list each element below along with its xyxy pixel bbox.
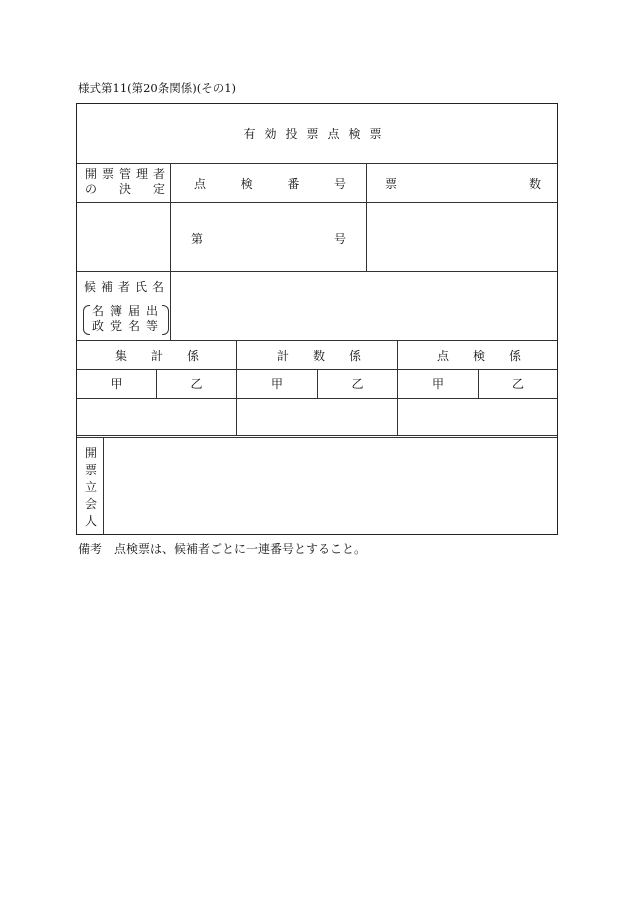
tally-otsu: 乙 xyxy=(190,377,203,391)
party-label-bracket xyxy=(83,304,169,338)
label-char: 開 xyxy=(84,446,97,460)
rule-line xyxy=(77,163,557,164)
label-char: 党 xyxy=(109,319,122,333)
label-char: 簿 xyxy=(109,304,122,318)
count-header xyxy=(277,347,361,364)
label-char: 者 xyxy=(117,280,130,294)
rule-line xyxy=(77,271,557,272)
label-char: 候 xyxy=(84,280,97,294)
label-char: 検 xyxy=(472,349,485,363)
label-char: 決 xyxy=(118,182,131,196)
label-char: 票 xyxy=(101,167,114,181)
rule-line xyxy=(77,398,557,399)
label-char: 定 xyxy=(152,182,165,196)
label-char: 票 xyxy=(385,177,398,191)
label-char: 集 xyxy=(115,349,128,363)
count-otsu: 乙 xyxy=(351,377,364,391)
label-char: 補 xyxy=(100,280,113,294)
label-char: 出 xyxy=(145,304,158,318)
label-char: 計 xyxy=(277,349,290,363)
party-label-line1 xyxy=(92,304,158,319)
label-char: 数 xyxy=(528,177,541,191)
inspection-ko: 甲 xyxy=(431,377,444,391)
form-title: 有効投票点検票 xyxy=(243,127,391,141)
label-char: 管 xyxy=(118,167,131,181)
left-bracket xyxy=(83,305,90,335)
rule-line xyxy=(77,435,557,436)
inspection-header xyxy=(437,347,521,364)
candidate-name-label xyxy=(84,278,164,295)
form-number: 様式第11(第20条関係)(その1) xyxy=(78,81,237,95)
label-char: 名 xyxy=(151,280,164,294)
vote-count-header xyxy=(385,175,541,192)
check-number-header xyxy=(194,175,346,192)
label-char: 点 xyxy=(194,177,207,191)
label-char: 検 xyxy=(240,177,253,191)
label-char: 名 xyxy=(127,319,140,333)
label-char: 計 xyxy=(150,349,163,363)
label-char: の xyxy=(85,182,98,196)
label-char: 号 xyxy=(333,177,346,191)
label-char: 点 xyxy=(437,349,450,363)
witness-label xyxy=(81,445,101,530)
number-field xyxy=(191,230,346,247)
manager-decision-line1 xyxy=(85,167,165,182)
label-char: 名 xyxy=(92,304,105,318)
label-char: 届 xyxy=(127,304,140,318)
rule-line xyxy=(77,340,557,341)
label-char: 係 xyxy=(508,349,521,363)
label-char: 人 xyxy=(84,514,97,528)
manager-decision-line2 xyxy=(85,182,165,197)
rule-line xyxy=(77,437,557,438)
label-char: 氏 xyxy=(134,280,147,294)
rule-line xyxy=(170,163,171,340)
rule-line xyxy=(77,202,557,203)
label-char: 開 xyxy=(85,167,98,181)
label-char: 数 xyxy=(312,349,325,363)
valid-vote-inspection-form xyxy=(76,103,558,535)
tally-ko: 甲 xyxy=(110,377,123,391)
rule-line xyxy=(103,437,104,534)
label-char: 政 xyxy=(92,319,105,333)
label-char: 等 xyxy=(145,319,158,333)
count-ko: 甲 xyxy=(270,377,283,391)
remarks-note: 備考 点検票は、候補者ごとに一連番号とすること。 xyxy=(78,542,367,556)
label-char: 係 xyxy=(186,349,199,363)
label-char: 号 xyxy=(333,232,346,246)
label-char: 会 xyxy=(84,497,97,511)
label-char: 番 xyxy=(287,177,300,191)
label-char: 者 xyxy=(152,167,165,181)
inspection-otsu: 乙 xyxy=(511,377,524,391)
label-char: 係 xyxy=(348,349,361,363)
label-char: 立 xyxy=(84,480,97,494)
party-label-line2 xyxy=(92,319,158,334)
tally-header xyxy=(115,347,199,364)
right-bracket xyxy=(162,305,169,335)
label-char: 票 xyxy=(84,463,97,477)
rule-line xyxy=(366,163,367,271)
label-char: 第 xyxy=(191,232,204,246)
label-char: 理 xyxy=(135,167,148,181)
